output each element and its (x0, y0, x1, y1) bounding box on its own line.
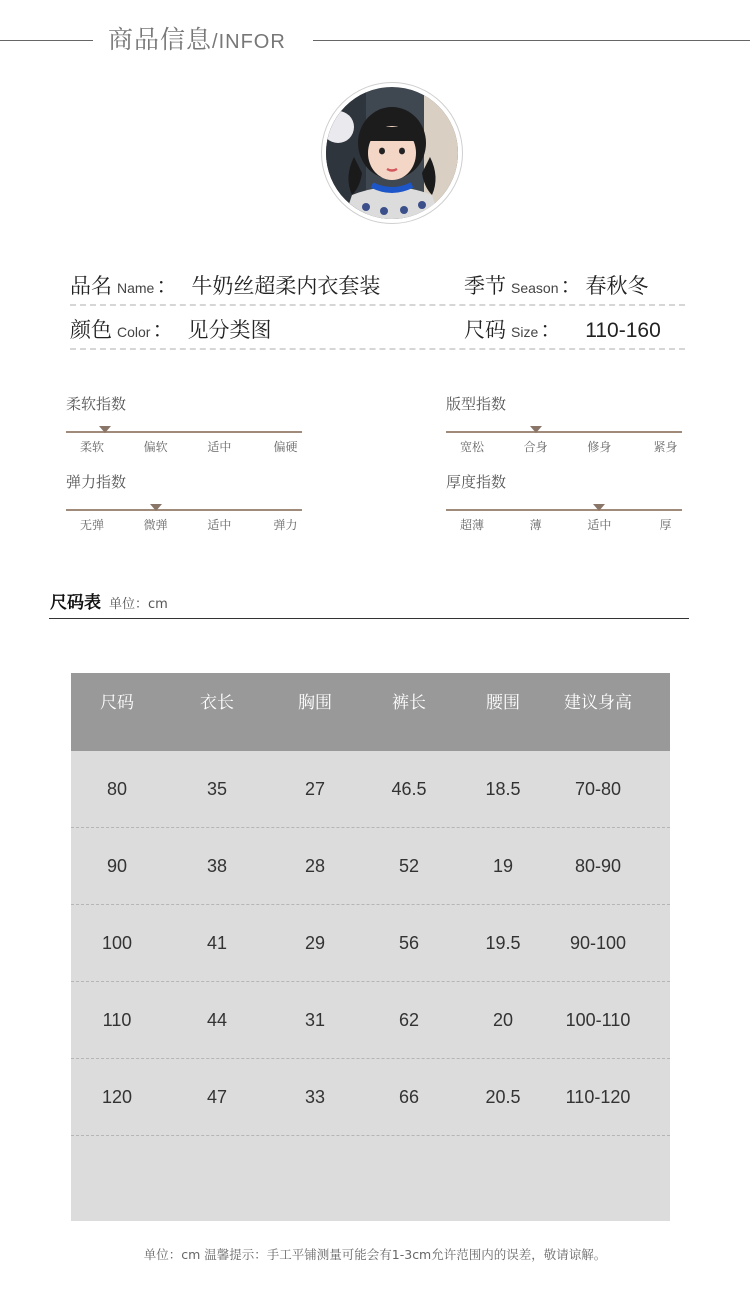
thickness-scale (446, 471, 682, 532)
table-cell: 41 (206, 933, 228, 953)
scale-title: 版型指数 (446, 395, 507, 413)
size-value: 110-160 (585, 319, 661, 342)
name-value: 牛奶丝超柔内衣套装 (191, 274, 381, 298)
table-cell: 70-80 (574, 779, 622, 799)
info-row-2 (70, 310, 685, 350)
name-label-en: Name (117, 280, 155, 296)
table-row (71, 1059, 670, 1136)
table-cell: 66 (398, 1087, 420, 1107)
table-cell: 56 (398, 933, 420, 953)
scale-title: 柔软指数 (66, 395, 127, 413)
table-cell: 19 (492, 856, 514, 876)
model-avatar (321, 82, 463, 224)
scale-option: 厚 (659, 518, 672, 532)
scale-option: 薄 (529, 518, 542, 532)
scale-option: 超薄 (459, 518, 484, 532)
table-cell: 19.5 (485, 933, 521, 953)
scale-track (446, 509, 682, 511)
scale-option: 偏硬 (273, 440, 298, 454)
header-line-left (0, 40, 93, 41)
name-label: 品名 (70, 274, 112, 298)
table-header-cell: 裤长 (392, 693, 426, 713)
table-cell: 20.5 (485, 1087, 521, 1107)
info-season (464, 270, 648, 300)
scale-option: 微弹 (143, 518, 168, 532)
size-label-en: Size (511, 324, 539, 340)
size-chart-heading: 尺码表 (50, 593, 101, 613)
scale-option: 适中 (207, 440, 232, 454)
table-cell: 80 (106, 779, 128, 799)
table-cell: 80-90 (574, 856, 622, 876)
fit-scale (446, 393, 682, 454)
table-cell: 18.5 (485, 779, 521, 799)
table-cell: 29 (304, 933, 326, 953)
section-title-en: /INFOR (212, 31, 286, 53)
table-row (71, 905, 670, 982)
table-row (71, 982, 670, 1059)
table-cell: 44 (206, 1010, 228, 1030)
table-header-cell: 衣长 (200, 693, 234, 713)
table-cell: 120 (101, 1087, 133, 1107)
scale-title: 厚度指数 (446, 473, 507, 491)
name-colon: ： (156, 274, 178, 298)
scale-option: 宽松 (459, 440, 484, 454)
table-cell: 33 (304, 1087, 326, 1107)
scale-track (66, 509, 302, 511)
scale-option: 适中 (587, 518, 612, 532)
table-cell: 35 (206, 779, 228, 799)
info-row-divider (70, 304, 685, 306)
table-cell: 46.5 (391, 779, 427, 799)
scale-option: 柔软 (79, 440, 104, 454)
scale-track (446, 431, 682, 433)
table-cell: 62 (398, 1010, 420, 1030)
scale-option: 偏软 (143, 440, 168, 454)
scale-title: 弹力指数 (66, 473, 127, 491)
color-value: 见分类图 (187, 318, 272, 342)
table-cell: 47 (206, 1087, 228, 1107)
scale-marker-icon (150, 504, 162, 511)
table-cell: 110 (102, 1010, 132, 1030)
table-cell: 31 (304, 1010, 326, 1030)
season-value: 春秋冬 (585, 274, 649, 298)
section-title-cn: 商品信息 (108, 25, 213, 54)
season-label: 季节 (464, 274, 506, 298)
table-cell: 28 (304, 856, 326, 876)
section-title (108, 22, 286, 58)
info-color (70, 314, 271, 344)
scale-option: 弹力 (273, 518, 298, 532)
softness-scale (66, 393, 302, 454)
info-name (70, 270, 380, 300)
footer-note: 单位：cm 温馨提示：手工平铺测量可能会有1-3cm允许范围内的误差，敬请谅解。 (143, 1247, 607, 1262)
table-header-cell: 建议身高 (564, 693, 632, 713)
scale-marker-icon (530, 426, 542, 433)
table-cell: 38 (206, 856, 228, 876)
table-cell: 20 (492, 1010, 514, 1030)
size-chart-unit: 单位：cm (109, 597, 168, 612)
table-cell: 90 (106, 856, 128, 876)
table-row (71, 751, 670, 828)
table-cell: 27 (304, 779, 326, 799)
info-size (464, 314, 661, 344)
size-chart-title (50, 588, 168, 613)
size-table (71, 673, 670, 1221)
elasticity-scale (66, 471, 302, 532)
table-header-cell: 尺码 (100, 693, 134, 713)
scale-option: 适中 (207, 518, 232, 532)
scale-marker-icon (593, 504, 605, 511)
info-row-divider (70, 348, 685, 350)
table-row (71, 828, 670, 905)
size-colon: ： (540, 318, 562, 342)
color-label: 颜色 (70, 318, 112, 342)
scale-option: 无弹 (79, 518, 104, 532)
scale-option: 紧身 (653, 440, 678, 454)
girl-portrait-image (326, 87, 458, 219)
scale-option: 合身 (523, 440, 548, 454)
table-cell: 52 (398, 856, 420, 876)
size-table-header (71, 673, 670, 751)
scale-marker-icon (99, 426, 111, 433)
scale-option: 修身 (587, 440, 612, 454)
table-cell: 100 (101, 933, 133, 953)
table-header-cell: 腰围 (486, 693, 520, 713)
color-colon: ： (152, 318, 174, 342)
header-line-right (313, 40, 750, 41)
table-cell: 110-120 (565, 1087, 631, 1107)
season-label-en: Season (511, 280, 559, 296)
table-cell: 90-100 (569, 933, 627, 953)
info-row-1 (70, 266, 685, 306)
table-cell: 100-110 (565, 1010, 631, 1030)
season-colon: ： (560, 274, 582, 298)
table-header-cell: 胸围 (298, 693, 332, 713)
size-label: 尺码 (464, 318, 506, 342)
size-chart-underline (49, 618, 689, 619)
color-label-en: Color (117, 324, 151, 340)
